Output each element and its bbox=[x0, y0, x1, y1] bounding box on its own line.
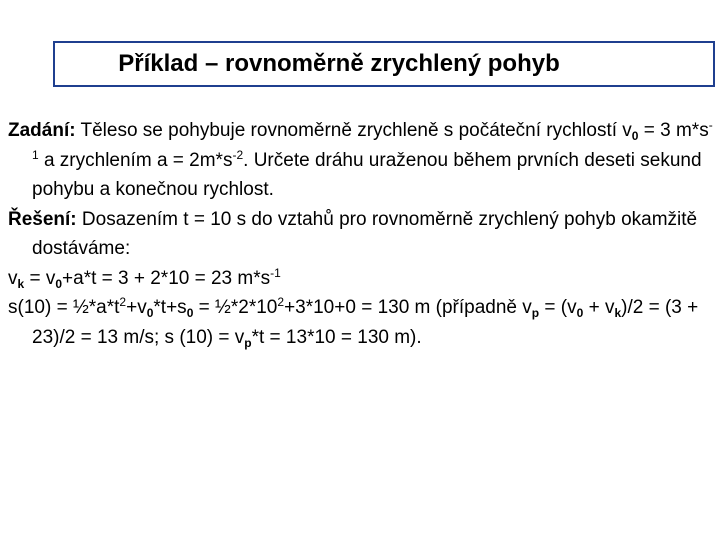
slide-content bbox=[8, 116, 714, 352]
eq2-sub-3: p bbox=[531, 306, 540, 320]
solution-text: Dosazením t = 10 s do vztahů pro rovnoměrně zrychlený pohyb okamžitě dostáváme: bbox=[32, 208, 698, 259]
solution-label: Řešení: bbox=[8, 208, 77, 230]
equation-velocity bbox=[8, 264, 714, 294]
assignment-text-4: . Určete dráhu uraženou během prvních deseti sekund pohybu a konečnou rychlost. bbox=[32, 149, 702, 200]
assignment-text-2: = 3 m*s bbox=[638, 120, 709, 141]
title-box bbox=[53, 41, 715, 87]
assignment-sup-1: -1 bbox=[32, 118, 713, 162]
solution-paragraph bbox=[8, 205, 714, 264]
eq2-text-1: s(10) = ½*a*t bbox=[8, 297, 120, 318]
assignment-text-3: a zrychlením a = 2m*s bbox=[38, 149, 233, 171]
eq2-sup-2: 2 bbox=[277, 295, 285, 309]
slide-title: Příklad – rovnoměrně zrychlený pohyb bbox=[118, 50, 560, 77]
assignment-sup-2: -2 bbox=[232, 147, 244, 162]
eq1-text-3: +a*t = 3 + 2*10 = 23 m*s bbox=[62, 267, 271, 289]
eq2-text-5: +3*10+0 = 130 m (případně v bbox=[284, 297, 532, 318]
equation-distance bbox=[8, 293, 714, 352]
eq1-text-1: v bbox=[8, 267, 18, 289]
eq2-sub-6: p bbox=[244, 335, 252, 350]
assignment-text-1: Těleso se pohybuje rovnoměrně zrychleně s počáteční rychlostí v bbox=[75, 120, 632, 141]
eq2-sup-1: 2 bbox=[119, 295, 127, 309]
eq2-text-3: *t+s bbox=[153, 297, 187, 318]
eq2-text-6: = (v bbox=[539, 297, 577, 318]
eq2-sub-1: 0 bbox=[146, 306, 154, 320]
eq1-text-2: = v bbox=[24, 267, 56, 289]
eq2-text-9: *t = 13*10 = 130 m). bbox=[251, 326, 422, 348]
eq2-text-7: + v bbox=[583, 297, 615, 318]
eq2-sub-4: 0 bbox=[576, 306, 584, 320]
eq2-sub-5: k bbox=[614, 306, 622, 320]
eq2-text-4: = ½*2*10 bbox=[193, 297, 278, 318]
eq1-sub-2: 0 bbox=[55, 276, 63, 291]
assignment-sub-1: 0 bbox=[631, 129, 639, 143]
eq1-sup-1: -1 bbox=[270, 265, 281, 280]
assignment-paragraph bbox=[8, 116, 714, 205]
eq2-sub-2: 0 bbox=[186, 306, 194, 320]
eq2-text-2: +v bbox=[126, 297, 147, 318]
eq1-sub-1: k bbox=[17, 276, 25, 291]
eq2-text-8: )/2 = (3 + 23)/2 = 13 m/s; s (10) = v bbox=[32, 297, 699, 348]
assignment-label: Zadání: bbox=[8, 120, 76, 141]
